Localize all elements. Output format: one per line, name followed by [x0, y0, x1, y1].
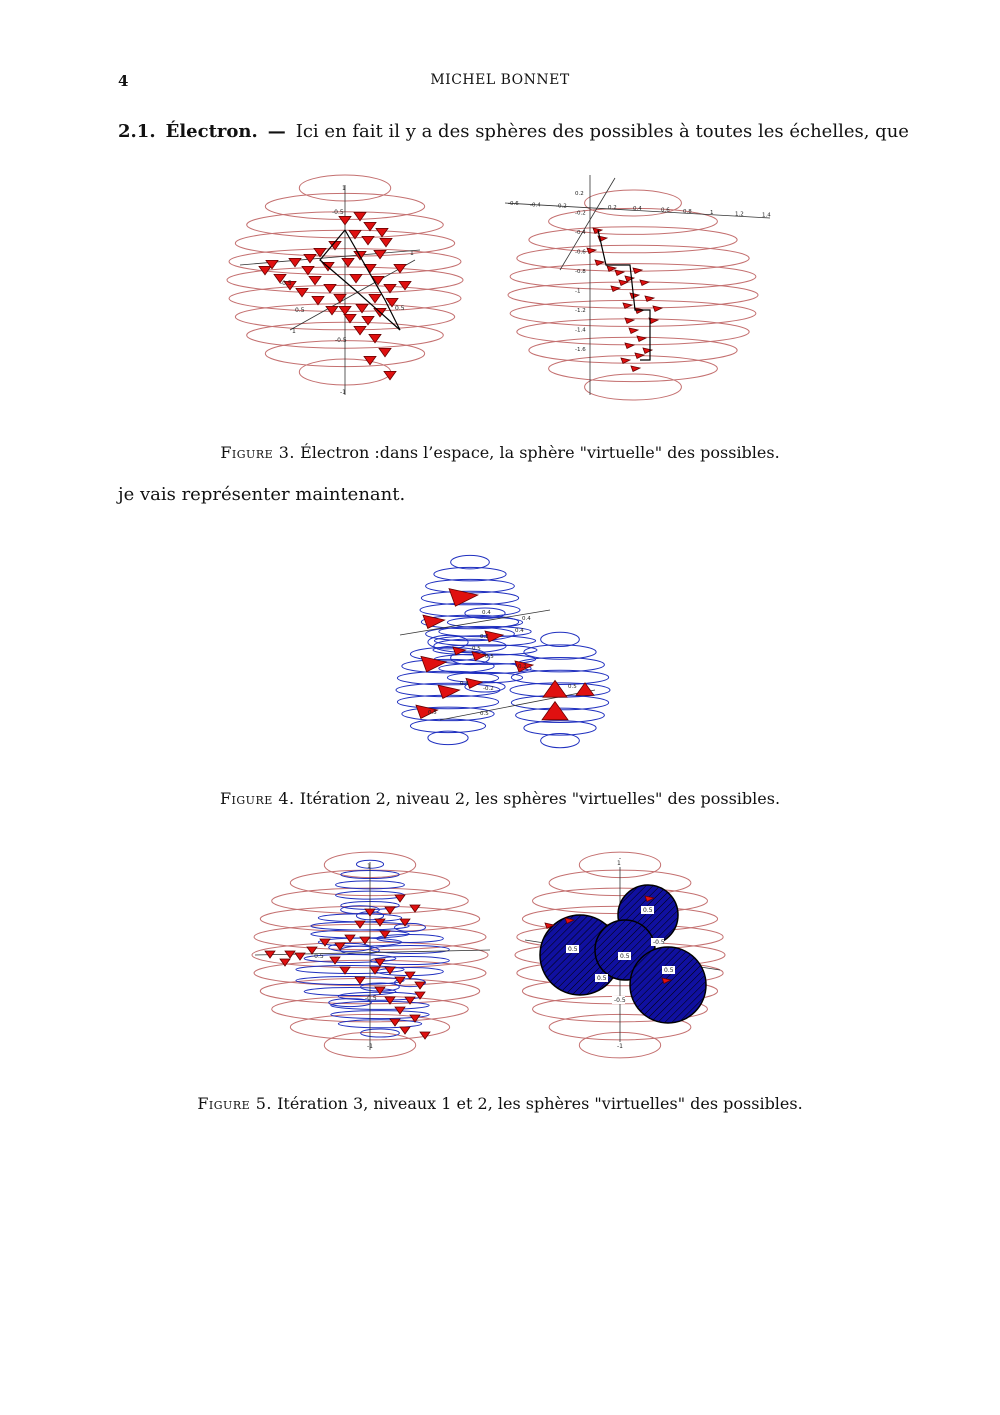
axis-tick-label: -0.5	[312, 953, 324, 960]
triangle-marker	[395, 895, 405, 902]
axis-tick-label: 0.5	[568, 684, 577, 690]
figure-3-caption	[0, 443, 1000, 462]
section-title: Électron.	[165, 121, 258, 142]
axis-tick-label: 0.5	[395, 305, 405, 312]
triangle-marker	[362, 236, 374, 244]
axis-tick-label: 1	[617, 860, 621, 867]
axis-tick-label: 0.5	[485, 654, 494, 660]
axis-tick-label: -1.2	[575, 308, 586, 314]
triangle-marker	[289, 258, 301, 266]
axis-line	[400, 610, 550, 635]
axis-tick-label: -1	[367, 1043, 373, 1050]
path-line	[598, 230, 650, 360]
axis-tick-label: 0.4	[522, 616, 531, 622]
triangle-marker	[415, 982, 425, 989]
axis-tick-label: -0.6	[508, 201, 519, 207]
axis-tick-label: -0.5	[335, 337, 347, 344]
axis-line	[440, 690, 595, 720]
axis-tick-label: 1	[410, 250, 414, 257]
figure-3-right-plot	[505, 175, 771, 400]
triangle-marker	[640, 280, 649, 286]
triangle-marker	[635, 353, 644, 359]
sphere-ring	[529, 337, 737, 363]
triangle-marker	[399, 281, 411, 289]
triangle-marker	[355, 977, 365, 984]
axis-tick-label: -1	[575, 288, 581, 295]
axis-tick-label: 0.6	[661, 207, 670, 214]
triangle-marker	[362, 316, 374, 324]
axis-tick-label: 1	[292, 328, 296, 335]
axis-tick-label: 1	[342, 185, 346, 192]
sphere-ring	[585, 374, 682, 400]
axis-tick-label: -0.8	[575, 269, 586, 275]
triangle-marker	[593, 228, 602, 234]
triangle-marker	[653, 306, 662, 312]
figure-5-label: Figure 5.	[197, 1094, 272, 1113]
triangle-marker	[360, 937, 370, 944]
axis-line	[560, 178, 615, 270]
axis-tick-label: 0.5	[643, 907, 653, 914]
triangle-marker	[410, 905, 420, 912]
axis-tick-label: -1	[340, 389, 346, 396]
triangle-marker	[542, 702, 568, 720]
axis-tick-label: 0.2	[518, 664, 527, 670]
triangle-marker	[369, 294, 381, 302]
axis-tick-label: 0.5	[428, 710, 437, 716]
axis-tick-label: 0.4	[460, 681, 469, 687]
figure-5-right-plot	[515, 852, 725, 1058]
triangle-marker	[400, 1027, 410, 1034]
axis-tick-label: -0.5	[614, 997, 626, 1004]
triangle-marker	[342, 258, 354, 266]
axis-tick-label: 0.2	[575, 191, 584, 197]
axis-tick-label: -0.4	[530, 202, 541, 209]
section-dash: —	[267, 121, 286, 142]
axis-tick-label: -0.2	[483, 686, 494, 692]
sphere-ring	[510, 300, 756, 326]
triangle-marker	[643, 348, 652, 354]
triangle-marker	[339, 306, 351, 314]
axis-tick-label: 0.4	[633, 206, 642, 213]
axis-tick-label: 0.5	[620, 953, 630, 960]
triangle-marker	[390, 1019, 400, 1026]
continuation-paragraph: je vais représenter maintenant.	[118, 484, 406, 505]
triangle-marker	[421, 656, 446, 671]
triangle-marker	[384, 371, 396, 379]
axis-tick-label: -0.5	[470, 646, 481, 652]
sphere-ring	[329, 943, 372, 951]
sphere-ring	[549, 208, 718, 234]
figure-5-caption-text: Itération 3, niveaux 1 et 2, les sphères "virtuelles" des possibles.	[277, 1094, 803, 1113]
axis-tick-label: 0.5	[480, 711, 489, 717]
figure-3-left-plot	[227, 175, 463, 396]
axis-tick-label: -0.6	[575, 249, 586, 256]
triangle-marker	[344, 314, 356, 322]
triangle-marker	[595, 260, 604, 266]
triangle-marker	[380, 238, 392, 246]
triangle-marker	[364, 222, 376, 230]
figure-4	[380, 550, 620, 750]
axis-tick-label: -0.2	[556, 203, 567, 210]
triangle-marker	[611, 286, 620, 292]
axis-tick-label: 1.4	[762, 212, 771, 219]
axis-tick-label: -0.4	[575, 230, 586, 236]
triangle-marker	[354, 326, 366, 334]
section-text: Ici en fait il y a des sphères des possibles à toutes les échelles, que	[295, 121, 909, 142]
triangle-marker	[326, 306, 338, 314]
triangle-marker	[374, 250, 386, 258]
figure-3-label: Figure 3.	[220, 443, 295, 462]
axis-tick-label: 0.5	[597, 975, 607, 982]
axis-tick-label: -0.5	[653, 939, 665, 946]
triangle-marker	[339, 216, 351, 224]
figure-4-plot	[396, 555, 610, 747]
axis-tick-label: 0.4	[482, 610, 491, 616]
triangle-marker	[295, 953, 305, 960]
triangle-marker	[324, 284, 336, 292]
triangle-marker	[629, 328, 638, 334]
triangle-marker	[385, 967, 395, 974]
axis-tick-label: 0.5	[295, 307, 305, 314]
axis-tick-label: 0.2	[608, 204, 617, 211]
axis-tick-label: 0.4	[515, 628, 524, 634]
axis-tick-label: 0.5	[568, 946, 578, 953]
axis-tick-label: -0.2	[575, 210, 586, 217]
figure-4-caption	[0, 789, 1000, 808]
sphere-ring	[529, 227, 737, 253]
solid-sphere	[630, 947, 706, 1023]
section-number: 2.1.	[118, 121, 156, 142]
triangle-marker	[309, 276, 321, 284]
axis-tick-label: -1.4	[575, 327, 586, 334]
axis-tick-label: -0.5	[280, 280, 292, 287]
sphere-ring	[331, 1001, 429, 1009]
figure-4-label: Figure 4.	[219, 789, 295, 808]
figure-5	[250, 850, 750, 1060]
triangle-marker	[630, 293, 639, 299]
figure-3-caption-text: Électron :dans l’espace, la sphère "virtuelle" des possibles.	[300, 443, 780, 462]
section-paragraph	[118, 121, 909, 142]
triangle-marker	[631, 366, 640, 372]
axis-tick-label: -1	[617, 1043, 623, 1050]
axis-tick-label: 1	[367, 863, 371, 870]
figure-3	[220, 170, 780, 410]
figure-4-caption-text: Itération 2, niveau 2, les sphères "virtuelles" des possibles.	[299, 789, 781, 808]
page-number: 4	[118, 72, 129, 90]
triangle-marker	[379, 348, 391, 356]
axis-tick-label: 0.8	[683, 208, 692, 215]
figure-5-left-plot	[252, 852, 490, 1058]
triangle-marker	[350, 274, 362, 282]
triangle-marker	[587, 248, 596, 254]
triangle-marker	[334, 294, 346, 302]
figure-5-caption	[0, 1094, 1000, 1113]
axis-tick-label: -1.6	[575, 347, 586, 353]
axis-tick-label: -0.5	[365, 995, 377, 1002]
axis-tick-label: 0.5	[664, 967, 674, 974]
triangle-marker	[633, 268, 642, 274]
triangle-marker	[625, 276, 634, 282]
triangle-marker	[312, 296, 324, 304]
triangle-marker	[621, 358, 630, 364]
triangle-marker	[635, 308, 644, 314]
triangle-marker	[625, 343, 634, 349]
axis-tick-label: 1.2	[735, 211, 744, 218]
axis-tick-label: 1	[710, 210, 714, 217]
triangle-marker	[376, 228, 388, 236]
running-head: MICHEL BONNET	[430, 72, 570, 88]
axis-tick-label: 0.2	[480, 634, 489, 640]
axis-tick-label: -0.5	[332, 209, 344, 216]
